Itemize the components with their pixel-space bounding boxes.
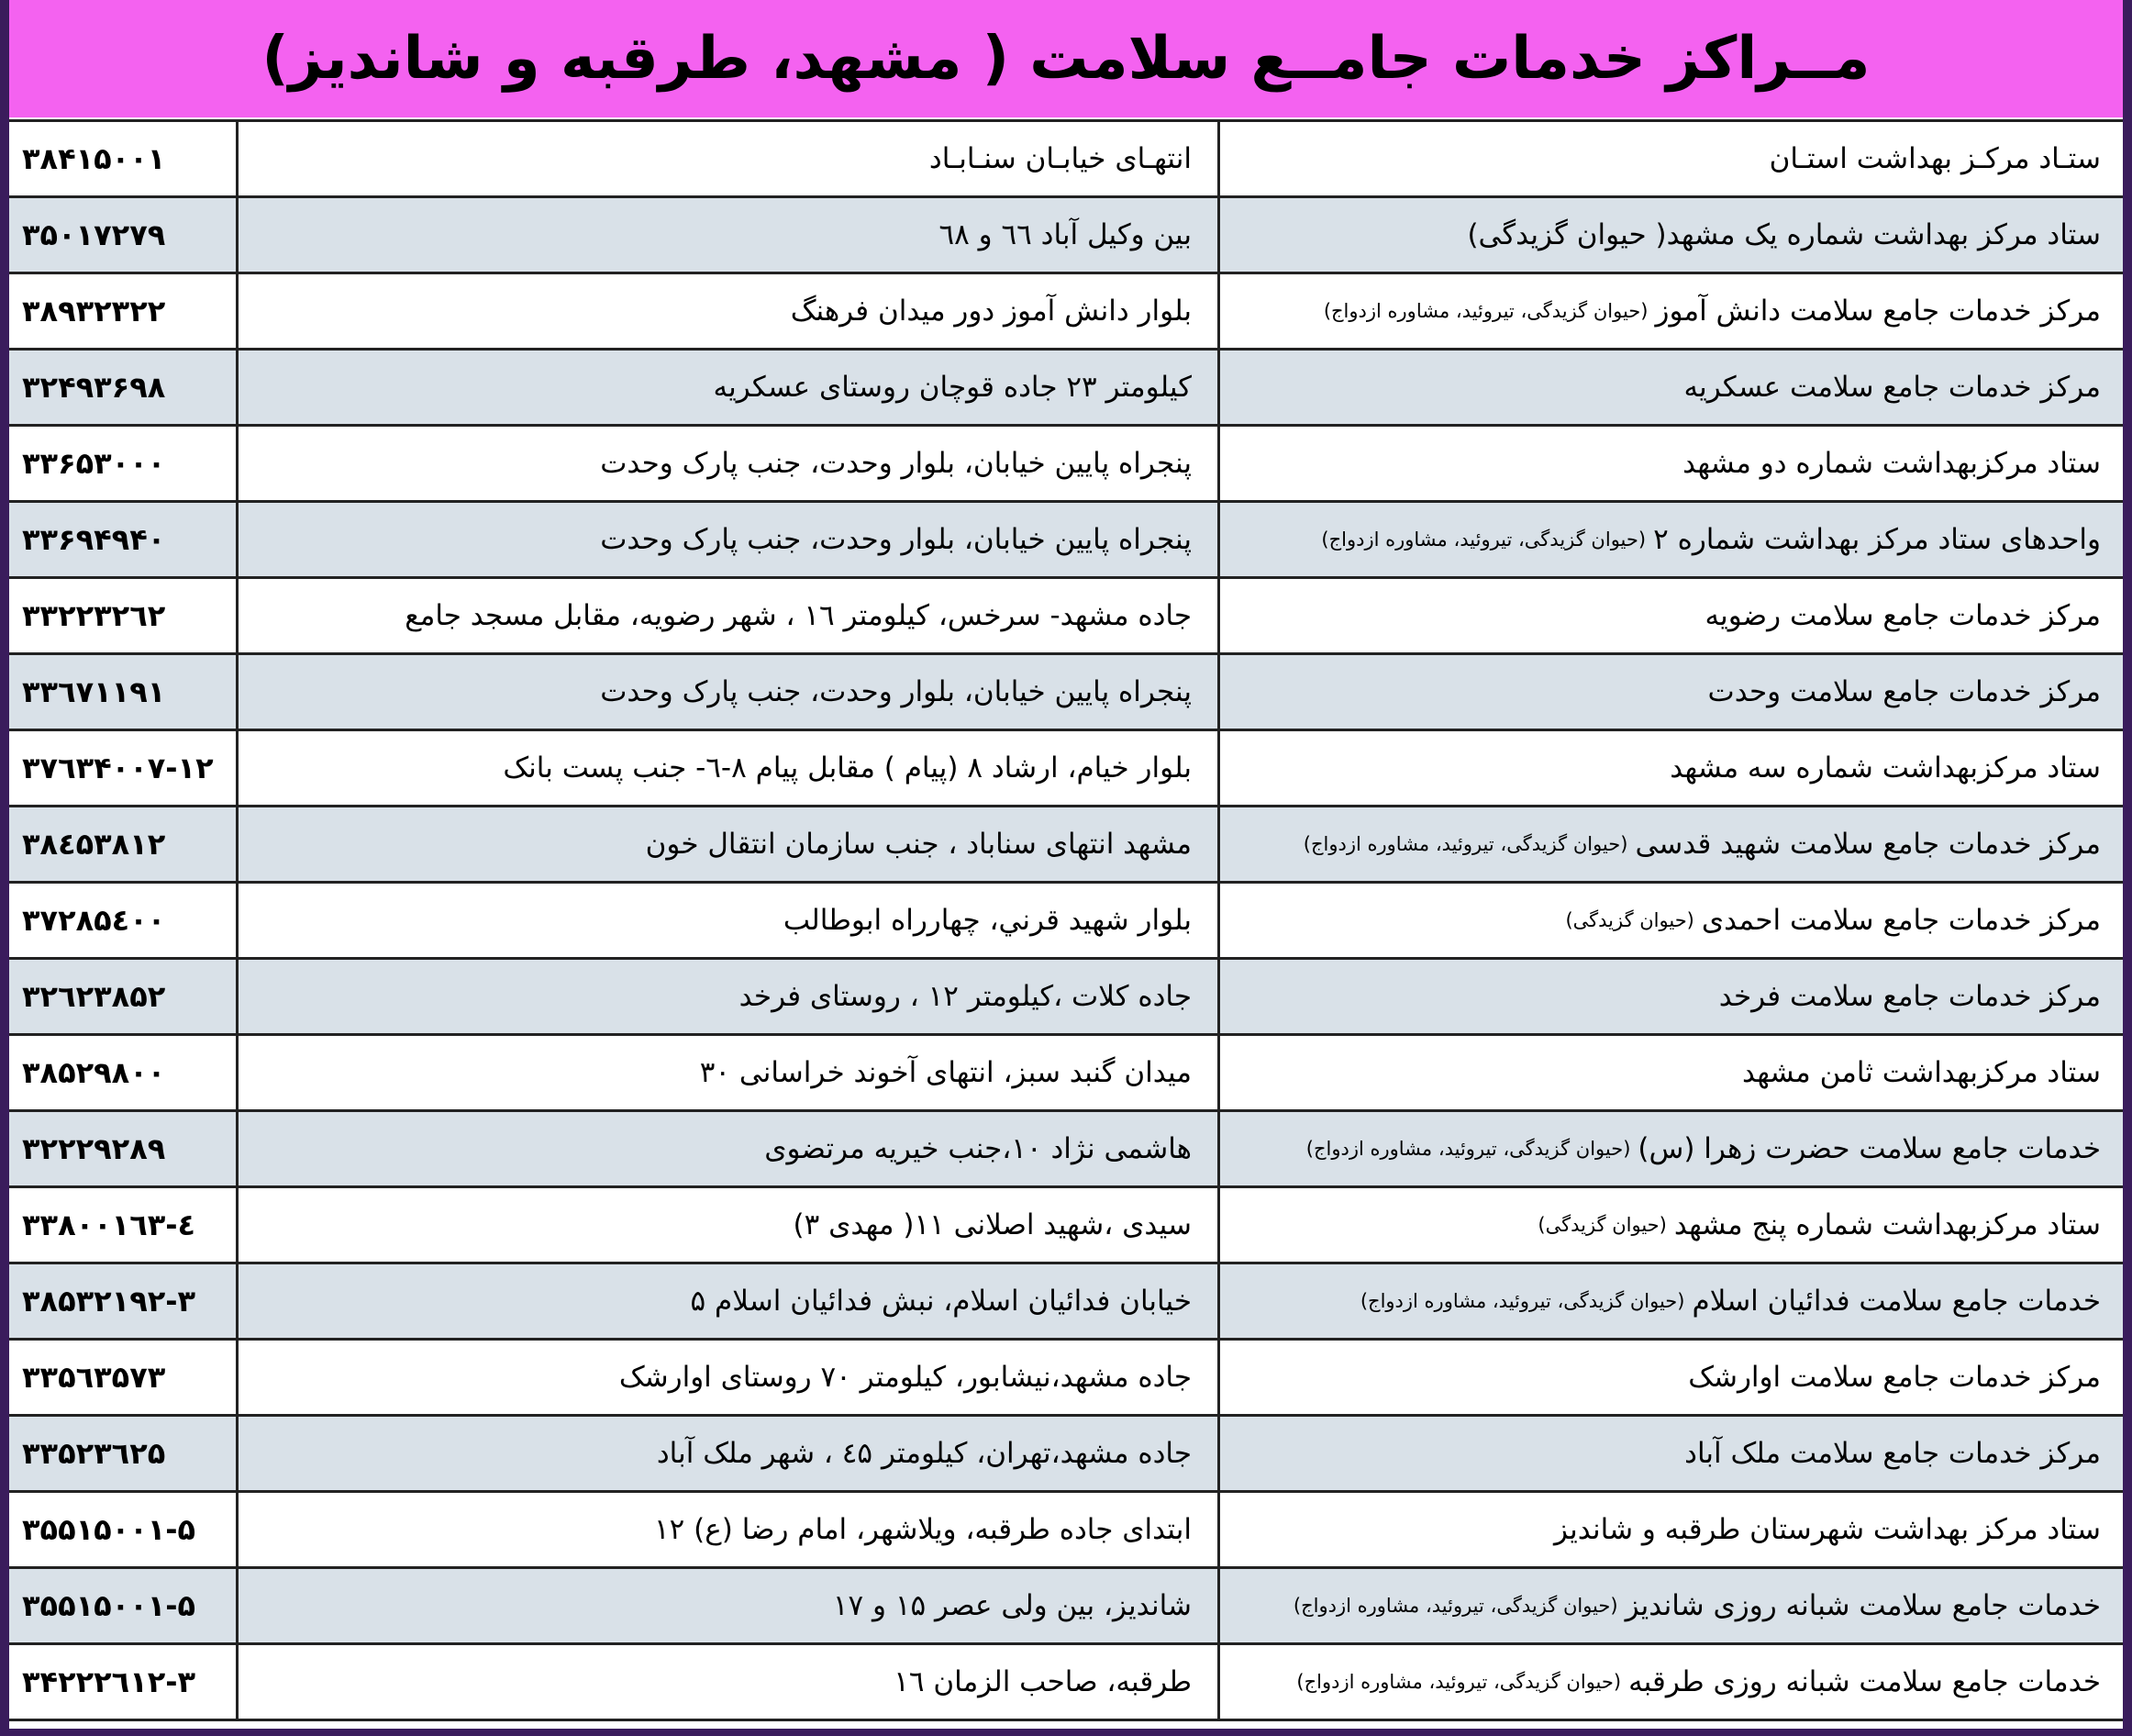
center-name-cell	[1220, 1569, 2123, 1642]
phone-cell: ۳۳۵٦۳۵۷۳	[9, 1341, 239, 1414]
center-name: مرکز خدمات جامع سلامت وحدت	[1707, 675, 2101, 708]
services-note: (حیوان گزیدگی)	[1565, 909, 1694, 931]
address-cell: ابتدای جاده طرقبه، ویلاشهر، امام رضا (ع) ۱۲	[239, 1493, 1220, 1566]
table-row	[9, 731, 2123, 807]
center-name: ستاد مرکزبهداشت شماره پنج مشهد	[1673, 1208, 2101, 1241]
address-cell: انتهـای خیابـان سنـابـاد	[239, 122, 1220, 195]
phone-cell: ۳۳۶۵۳۰۰۰	[9, 427, 239, 500]
center-name-cell	[1220, 1036, 2123, 1109]
address-cell: خیابان فدائیان اسلام، نبش فدائیان اسلام ۵	[239, 1264, 1220, 1338]
center-name-cell	[1220, 1112, 2123, 1185]
services-note: (حیوان گزیدگی، تیروئید، مشاوره ازدواج)	[1293, 1595, 1618, 1617]
phone-cell: ۳۵۰۱۷۲۷۹	[9, 198, 239, 272]
address-cell: بلوار خیام، ارشاد ۸ (پیام ) مقابل پیام ۸-٦- جنب پست بانک	[239, 731, 1220, 805]
center-name: مرکز خدمات جامع سلامت رضویه	[1704, 599, 2101, 632]
center-name: خدمات جامع سلامت شبانه روزی شاندیز	[1625, 1589, 2101, 1622]
table-row	[9, 1417, 2123, 1493]
table-row	[9, 1645, 2123, 1721]
address-cell: سیدی ،شهید اصلانی ۱۱( مهدی ۳)	[239, 1188, 1220, 1262]
phone-cell: ۳۸۴۱۵۰۰۱	[9, 122, 239, 195]
center-name: خدمات جامع سلامت حضرت زهرا (س)	[1638, 1132, 2101, 1165]
address-cell: کیلومتر ۲۳ جاده قوچان روستای عسکریه	[239, 351, 1220, 424]
table-row	[9, 1188, 2123, 1264]
center-name: مرکز خدمات جامع سلامت شهید قدسی	[1635, 828, 2101, 861]
center-name-cell	[1220, 122, 2123, 195]
phone-cell: ۳۳۶۹۴۹۴۰	[9, 503, 239, 576]
center-name: خدمات جامع سلامت فدائیان اسلام	[1692, 1285, 2101, 1318]
table-row	[9, 427, 2123, 503]
address-cell: پنجراه پایین خیابان، بلوار وحدت، جنب پارک وحدت	[239, 427, 1220, 500]
center-name: ستاد مرکزبهداشت ثامن مشهد	[1741, 1056, 2101, 1089]
phone-cell: ۳۷٦۳۴۰۰۷-۱۲	[9, 731, 239, 805]
services-note: (حیوان گزیدگی، تیروئید، مشاوره ازدواج)	[1296, 1671, 1622, 1693]
services-note: (حیوان گزیدگی، تیروئید، مشاوره ازدواج)	[1303, 833, 1628, 855]
center-name-cell	[1220, 655, 2123, 729]
center-name-cell	[1220, 960, 2123, 1033]
address-cell: هاشمی نژاد ۱۰،جنب خیریه مرتضوی	[239, 1112, 1220, 1185]
table-row	[9, 579, 2123, 655]
table-row	[9, 503, 2123, 579]
table-row	[9, 1036, 2123, 1112]
phone-cell: ۳۲٦۲۳۸۵۲	[9, 960, 239, 1033]
address-cell: جاده مشهد،تهران، کیلومتر ٤۵ ، شهر ملک آباد	[239, 1417, 1220, 1490]
phone-cell: ۳۳۸۰۰۱٦۳-٤	[9, 1188, 239, 1262]
title-banner	[0, 0, 2132, 117]
phone-cell: ۳۸٤۵۳۸۱۲	[9, 807, 239, 881]
phone-cell: ۳۸۹۳۲۳۲۲	[9, 274, 239, 348]
center-name: ستاد مرکزبهداشت شماره سه مشهد	[1670, 751, 2101, 785]
address-cell: پنجراه پایین خیابان، بلوار وحدت، جنب پارک وحدت	[239, 655, 1220, 729]
table-row	[9, 884, 2123, 960]
address-cell: شاندیز، بین ولی عصر ۱۵ و ۱۷	[239, 1569, 1220, 1642]
phone-cell: ۳۲۲۲۹۲۸۹	[9, 1112, 239, 1185]
phone-cell: ۳۳۵۲۳٦۲۵	[9, 1417, 239, 1490]
phone-cell: ۳۲۴۹۳۶۹۸	[9, 351, 239, 424]
address-cell: پنجراه پایین خیابان، بلوار وحدت، جنب پارک وحدت	[239, 503, 1220, 576]
phone-cell: ۳۷۲۸۵٤۰۰	[9, 884, 239, 957]
center-name: مرکز خدمات جامع سلامت احمدی	[1701, 904, 2101, 937]
center-name-cell	[1220, 1645, 2123, 1719]
center-name: ستاد مرکز بهداشت شماره یک مشهد( حیوان گزیدگی)	[1467, 218, 2101, 251]
table-row	[9, 351, 2123, 427]
center-name-cell	[1220, 198, 2123, 272]
center-name-cell	[1220, 1188, 2123, 1262]
center-name: مرکز خدمات جامع سلامت دانش آموز	[1655, 295, 2101, 328]
center-name-cell	[1220, 1493, 2123, 1566]
table-row	[9, 960, 2123, 1036]
table-row	[9, 807, 2123, 884]
center-name-cell	[1220, 503, 2123, 576]
phone-cell: ۳۸۵۲۹۸۰۰	[9, 1036, 239, 1109]
center-name-cell	[1220, 884, 2123, 957]
table-row	[9, 1493, 2123, 1569]
table-row	[9, 1264, 2123, 1341]
phone-cell: ۳۳۲۲۳۲٦۲	[9, 579, 239, 652]
center-name: مرکز خدمات جامع سلامت فرخد	[1718, 980, 2101, 1013]
center-name-cell	[1220, 807, 2123, 881]
center-name-cell	[1220, 731, 2123, 805]
address-cell: بلوار شهید قرني، چهارراه ابوطالب	[239, 884, 1220, 957]
center-name-cell	[1220, 274, 2123, 348]
frame-left-border	[0, 0, 9, 1736]
address-cell: طرقبه، صاحب الزمان ١٦	[239, 1645, 1220, 1719]
center-name: ستاد مرکزبهداشت شماره دو مشهد	[1682, 447, 2101, 480]
services-note: (حیوان گزیدگی، تیروئید، مشاوره ازدواج)	[1360, 1290, 1685, 1312]
table-row	[9, 655, 2123, 731]
frame-right-border	[2123, 0, 2132, 1736]
services-note: (حیوان گزیدگی، تیروئید، مشاوره ازدواج)	[1321, 529, 1647, 551]
center-name: مرکز خدمات جامع سلامت ملک آباد	[1684, 1437, 2101, 1470]
phone-cell: ۳۸۵۳۲۱۹۲-۳	[9, 1264, 239, 1338]
table-row	[9, 1341, 2123, 1417]
center-name-cell	[1220, 427, 2123, 500]
address-cell: بین وکیل آباد ٦٦ و ٦٨	[239, 198, 1220, 272]
table-row	[9, 198, 2123, 274]
center-name-cell	[1220, 1341, 2123, 1414]
center-name: خدمات جامع سلامت شبانه روزی طرقبه	[1628, 1665, 2101, 1698]
center-name: مرکز خدمات جامع سلامت اوارشک	[1688, 1361, 2101, 1394]
table-row	[9, 1112, 2123, 1188]
services-note: (حیوان گزیدگی، تیروئید، مشاوره ازدواج)	[1323, 300, 1649, 322]
phone-cell: ۳۵۵۱۵۰۰۱-۵	[9, 1493, 239, 1566]
services-note: (حیوان گزیدگی، تیروئید، مشاوره ازدواج)	[1305, 1138, 1631, 1160]
phone-cell: ۳۴۲۲۲٦۱۲-۳	[9, 1645, 239, 1719]
table-row	[9, 122, 2123, 198]
center-name-cell	[1220, 1417, 2123, 1490]
table-row	[9, 1569, 2123, 1645]
address-cell: جاده مشهد،نیشابور، کیلومتر ۷۰ روستای اوارشک	[239, 1341, 1220, 1414]
center-name-cell	[1220, 1264, 2123, 1338]
center-name: ستـاد مرکـز بهداشت استـان	[1769, 142, 2101, 175]
services-note: (حیوان گزیدگی)	[1538, 1214, 1667, 1236]
address-cell: جاده مشهد- سرخس، کیلومتر ١٦ ، شهر رضویه، مقابل مسجد جامع	[239, 579, 1220, 652]
center-name-cell	[1220, 579, 2123, 652]
center-name: مرکز خدمات جامع سلامت عسکریه	[1683, 371, 2101, 404]
address-cell: بلوار دانش آموز دور میدان فرهنگ	[239, 274, 1220, 348]
address-cell: جاده کلات ،کیلومتر ۱۲ ، روستای فرخد	[239, 960, 1220, 1033]
page-title: مــراکز خدمات جامــع سلامت ( مشهد، طرقبه و شاندیز)	[261, 25, 1871, 93]
health-centers-table	[9, 119, 2123, 1721]
address-cell: مشهد انتهای سناباد ، جنب سازمان انتقال خون	[239, 807, 1220, 881]
center-name: ستاد مرکز بهداشت شهرستان طرقبه و شاندیز	[1554, 1513, 2101, 1546]
phone-cell: ۳۵۵۱۵۰۰۱-۵	[9, 1569, 239, 1642]
phone-cell: ۳۳٦۷۱۱۹۱	[9, 655, 239, 729]
center-name-cell	[1220, 351, 2123, 424]
address-cell: میدان گنبد سبز، انتهای آخوند خراسانی ۳۰	[239, 1036, 1220, 1109]
frame-bottom-border	[0, 1729, 2132, 1736]
table-row	[9, 274, 2123, 351]
center-name: واحدهای ستاد مرکز بهداشت شماره ۲	[1653, 523, 2101, 556]
